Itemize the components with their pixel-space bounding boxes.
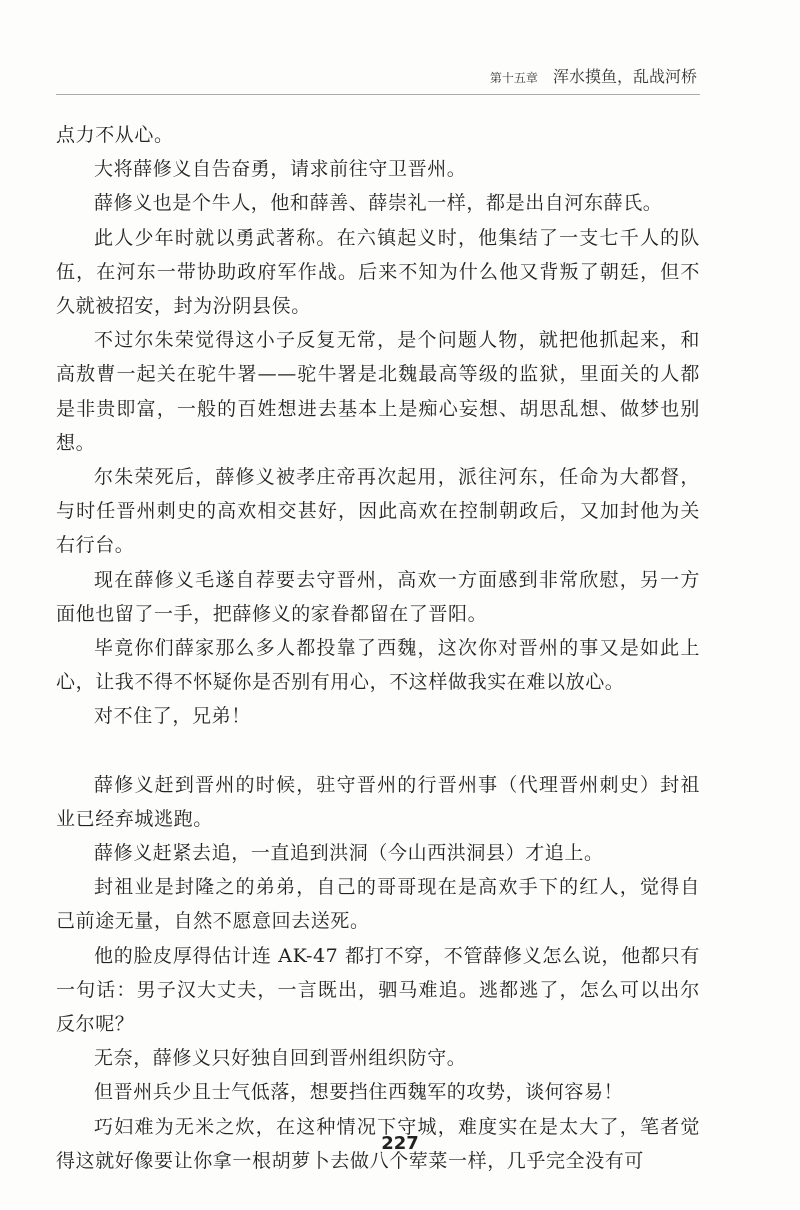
paragraph: 毕竟你们薛家那么多人都投靠了西魏，这次你对晋州的事又是如此上心，让我不得不怀疑你是否别有用心，不这样做我实在难以放心。 [56, 637, 700, 694]
paragraph: 现在薛修义毛遂自荐要去守晋州，高欢一方面感到非常欣慰，另一方面他也留了一手，把薛修义的家眷都留在了晋阳。 [56, 568, 700, 625]
paragraph: 薛修义也是个牛人，他和薛善、薛崇礼一样，都是出自河东薛氏。 [94, 192, 663, 215]
paragraph: 不过尔朱荣觉得这小子反复无常，是个问题人物，就把他抓起来，和高敖曹一起关在驼牛署——驼牛署是北魏最高等级的监狱，里面关的人都是非贵即富，一般的百姓想进去基本上是痴心妄想、胡思乱想、做梦也别想。 [56, 329, 700, 454]
page-number: 227 [381, 1133, 419, 1154]
paragraph: 无奈，薛修义只好独自回到晋州组织防守。 [94, 1047, 467, 1070]
running-header [490, 64, 697, 87]
paragraph: 封祖业是封隆之的弟弟，自己的哥哥现在是高欢手下的红人，觉得自己前途无量，自然不愿意回去送死。 [56, 876, 700, 933]
paragraph: 薛修义赶到晋州的时候，驻守晋州的行晋州事（代理晋州刺史）封祖业已经弃城逃跑。 [56, 773, 700, 830]
body-text [56, 118, 700, 1178]
paragraph: 此人少年时就以勇武著称。在六镇起义时，他集结了一支七千人的队伍，在河东一带协助政府军作战。后来不知为什么他又背叛了朝廷，但不久就被招安，封为汾阴县侯。 [56, 226, 700, 318]
chapter-number: 第十五章 [489, 71, 538, 85]
header-rule [56, 94, 700, 95]
section-break [56, 734, 700, 768]
chapter-title: 浑水摸鱼，乱战河桥 [552, 67, 697, 86]
paragraph: 但晋州兵少且士气低落，想要挡住西魏军的攻势，谈何容易！ [94, 1081, 624, 1104]
paragraph: 尔朱荣死后，薛修义被孝庄帝再次起用，派往河东，任命为大都督，与时任晋州刺史的高欢相交甚好，因此高欢在控制朝政后，又加封他为关右行台。 [56, 466, 700, 557]
paragraph: 点力不从心。 [56, 124, 174, 146]
paragraph: 巧妇难为无米之炊，在这种情况下守城，难度实在是太大了，笔者觉得这就好像要让你拿一根胡萝卜去做八个荤菜一样，几乎完全没有可 [56, 1115, 700, 1172]
paragraph: 薛修义赶紧去追，一直追到洪洞（今山西洪洞县）才追上。 [94, 842, 604, 865]
paragraph: 他的脸皮厚得估计连 AK-47 都打不穿，不管薛修义怎么说，他都只有一句话：男子汉大丈夫，一言既出，驷马难追。逃都逃了，怎么可以出尔反尔呢？ [56, 944, 700, 1036]
paragraph: 对不住了，兄弟！ [94, 705, 251, 728]
paragraph: 大将薛修义自告奋勇，请求前往守卫晋州。 [94, 158, 467, 181]
